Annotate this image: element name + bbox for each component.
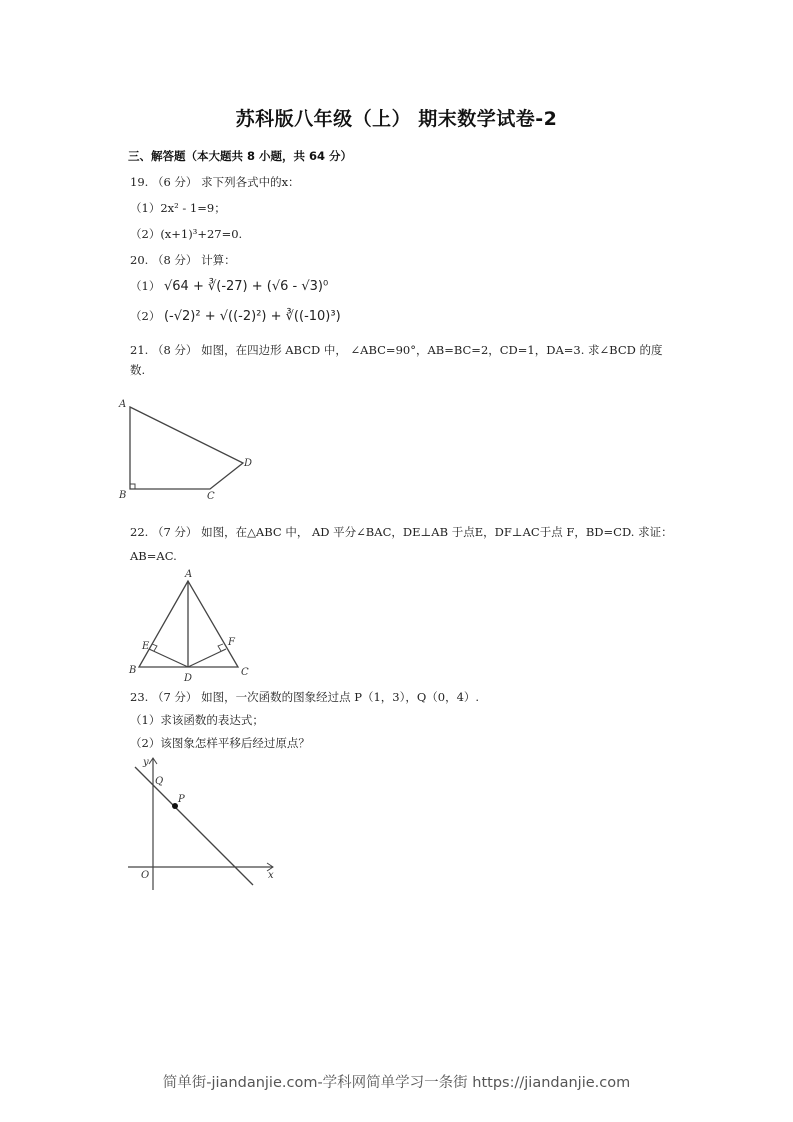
q20-part2-label: （2） (130, 309, 161, 323)
footer-watermark: 简单街-jiandanjie.com-学科网简单学习一条街 https://jiandanjie.com (162, 1075, 631, 1091)
page-title: 苏科版八年级（上） 期末数学试卷-2 (235, 108, 558, 130)
label-D: D (184, 673, 193, 684)
label-O: O (141, 870, 150, 881)
q23-stem: 23. （7 分） 如图，一次函数的图象经过点 P（1，3），Q（0，4）. (130, 690, 480, 704)
label-E: E (142, 641, 150, 652)
label-C: C (241, 667, 249, 678)
label-y: y (143, 757, 149, 768)
q22-stem: 22. （7 分） 如图，在△ABC 中， AD 平分∠BAC，DE⊥AB 于点E，DF⊥AC于点 F，BD=CD. 求证： (130, 525, 673, 539)
q20-stem: 20. （8 分） 计算： (130, 253, 236, 267)
label-A: A (119, 399, 127, 410)
label-B: B (119, 490, 127, 501)
label-B: B (129, 665, 137, 676)
label-Q: Q (155, 776, 164, 787)
q23-part1: （1）求该函数的表达式； (130, 713, 264, 727)
label-x: x (268, 870, 274, 881)
q22-triangle-figure (115, 565, 265, 685)
label-C: C (207, 491, 215, 502)
q20-part1-label: （1） (130, 279, 161, 293)
q23-part2: （2）该图象怎样平移后经过原点？ (130, 736, 310, 750)
q21-quadrilateral-figure (110, 390, 270, 505)
q21-stem-cont: 数. (130, 363, 146, 377)
q19-part1: （1）2x² - 1=9； (130, 201, 226, 215)
section-heading: 三、解答题（本大题共 8 小题，共 64 分） (128, 149, 353, 163)
q19-stem: 19. （6 分） 求下列各式中的x： (130, 175, 300, 189)
label-D: D (244, 458, 253, 469)
label-A: A (185, 569, 193, 580)
q20-part1 (130, 278, 328, 294)
q19-part2: （2）(x+1)³+27=0. (130, 227, 243, 241)
label-P: P (178, 794, 185, 805)
q22-stem-cont: AB=AC. (130, 549, 177, 563)
q20-part2 (130, 308, 341, 324)
label-F: F (228, 637, 235, 648)
q23-coordinate-figure (115, 750, 285, 895)
q20-part1-expr: √64 + ∛(-27) + (√6 - √3)⁰ (163, 279, 329, 294)
q21-stem: 21. （8 分） 如图，在四边形 ABCD 中， ∠ABC=90°，AB=BC=2，CD=1，DA=3. 求∠BCD 的度 (130, 343, 663, 357)
q20-part2-expr: (-√2)² + √((-2)²) + ∛((-10)³) (163, 309, 341, 324)
